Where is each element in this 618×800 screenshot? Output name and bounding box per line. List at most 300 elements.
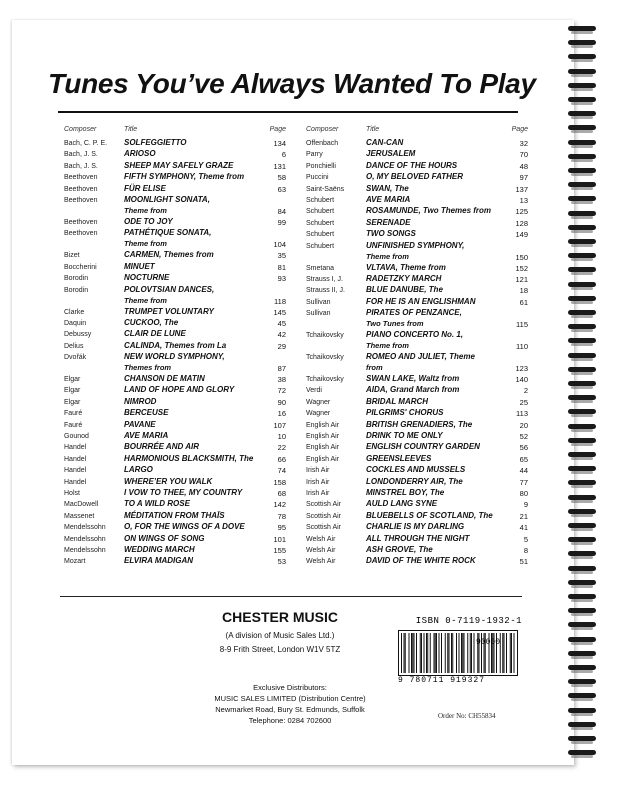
contents-entry xyxy=(306,385,528,396)
spiral-coil xyxy=(568,196,596,201)
spiral-coil xyxy=(568,551,596,556)
entry-subtitle: Theme from xyxy=(124,295,167,305)
entry-composer: English Air xyxy=(306,455,340,463)
entry-page: 72 xyxy=(277,386,286,396)
entry-subtitle: Theme from xyxy=(366,341,409,351)
entry-title: FÜR ELISE xyxy=(124,183,166,193)
entry-composer: Fauré xyxy=(64,421,83,429)
contents-entry xyxy=(306,488,528,499)
entry-title: CAN-CAN xyxy=(366,138,404,147)
entry-composer: Parry xyxy=(306,151,323,159)
spiral-coil xyxy=(568,566,596,571)
entry-title: AIDA, Grand March from xyxy=(366,385,460,395)
entry-composer: Tchaikovsky xyxy=(306,354,344,362)
entry-title: TO A WILD ROSE xyxy=(124,499,190,509)
entry-title: MINSTREL BOY, The xyxy=(366,487,445,497)
contents-entry xyxy=(64,488,286,499)
entry-page: 110 xyxy=(516,342,528,352)
spiral-coil xyxy=(568,367,596,372)
entry-page: 84 xyxy=(277,206,286,216)
bottom-divider xyxy=(60,596,522,597)
contents-entry xyxy=(306,556,528,567)
entry-subtitle: Theme from xyxy=(124,239,167,249)
entry-title: BOURRÉE AND AIR xyxy=(124,442,199,452)
spiral-coil xyxy=(568,424,596,429)
entries-left xyxy=(64,138,286,568)
entry-composer: Strauss I, J. xyxy=(306,275,343,283)
entry-composer: Borodin xyxy=(64,286,89,294)
contents-entry xyxy=(306,161,528,172)
entry-page: 99 xyxy=(277,217,286,227)
entry-title: BRITISH GRENADIERS, The xyxy=(366,419,473,429)
entry-composer: Schubert xyxy=(306,196,335,204)
spiral-coil xyxy=(568,480,596,485)
contents-entry xyxy=(64,385,286,396)
spiral-coil xyxy=(568,509,596,514)
entry-title: NIMROD xyxy=(124,396,157,406)
entries-right xyxy=(306,138,528,568)
entry-composer: MacDowell xyxy=(64,501,99,509)
spiral-coil xyxy=(568,594,596,599)
spiral-coil xyxy=(568,267,596,272)
entry-composer: Saint-Saëns xyxy=(306,185,345,193)
entry-page: 140 xyxy=(515,375,528,385)
contents-entry xyxy=(64,454,286,465)
entry-title: AULD LANG SYNE xyxy=(366,499,438,509)
entry-composer: Scottish Air xyxy=(306,512,342,520)
contents-entry xyxy=(306,138,528,149)
contents-entry xyxy=(306,229,528,240)
entry-page: 152 xyxy=(515,263,528,273)
entry-page: 61 xyxy=(519,297,528,307)
title-header: Title xyxy=(124,126,138,133)
entry-title: ON WINGS OF SONG xyxy=(124,533,205,543)
entry-composer: Sullivan xyxy=(306,298,331,306)
entry-title: WEDDING MARCH xyxy=(124,544,195,554)
contents-entry xyxy=(306,374,528,385)
entry-composer: Holst xyxy=(64,489,80,497)
entry-page: 81 xyxy=(277,262,286,272)
page-header: Page xyxy=(511,126,528,133)
entry-composer: Dvořák xyxy=(64,354,87,362)
contents-entry xyxy=(64,161,286,172)
entry-title: ASH GROVE, The xyxy=(366,544,433,554)
spiral-coil xyxy=(568,708,596,713)
entry-page: 113 xyxy=(516,409,528,419)
entry-page: 158 xyxy=(273,477,286,487)
contents-entry xyxy=(64,374,286,385)
spiral-coil xyxy=(568,26,596,31)
contents-entry xyxy=(64,522,286,533)
spiral-coil xyxy=(568,225,596,230)
entry-composer: Scottish Air xyxy=(306,524,342,532)
contents-entry xyxy=(64,545,286,556)
contents-entry xyxy=(64,465,286,476)
entry-title: HARMONIOUS BLACKSMITH, The xyxy=(124,453,254,463)
entry-page: 104 xyxy=(273,240,286,250)
entry-page: 48 xyxy=(519,161,528,171)
entry-title: COCKLES AND MUSSELS xyxy=(366,465,466,475)
contents-entry xyxy=(64,262,286,273)
spiral-coil xyxy=(568,722,596,727)
contents-entry xyxy=(306,431,528,442)
spiral-coil xyxy=(568,452,596,457)
entry-composer: Irish Air xyxy=(306,467,330,475)
entry-composer: Mendelssohn xyxy=(64,546,106,554)
spiral-coil xyxy=(568,154,596,159)
spiral-coil xyxy=(568,69,596,74)
contents-entry xyxy=(64,329,286,340)
barcode-digits: 9 780711 919327 xyxy=(398,676,486,685)
entry-composer: Boccherini xyxy=(64,263,97,271)
spiral-coil xyxy=(568,296,596,301)
entry-title: MOONLIGHT SONATA, xyxy=(124,194,210,204)
entry-subtitle: Two Tunes from xyxy=(366,319,424,329)
spiral-binding xyxy=(568,26,598,766)
contents-entry xyxy=(64,138,286,149)
spiral-coil xyxy=(568,310,596,315)
contents-entry xyxy=(306,454,528,465)
composer-header: Composer xyxy=(306,126,339,133)
barcode-bars-icon xyxy=(398,630,518,676)
entry-composer: Schubert xyxy=(306,219,335,227)
entry-page: 8 xyxy=(523,545,528,555)
page-header: Page xyxy=(269,126,286,133)
entry-title: ROSAMUNDE, Two Themes from xyxy=(366,206,492,216)
entry-page: 137 xyxy=(515,184,528,194)
entry-page: 56 xyxy=(519,443,528,453)
entry-title: CHARLIE IS MY DARLING xyxy=(366,522,465,532)
entry-page: 142 xyxy=(273,500,286,510)
contents-entry xyxy=(64,477,286,488)
entry-title: NEW WORLD SYMPHONY, xyxy=(124,352,225,362)
entry-composer: English Air xyxy=(306,433,340,441)
entry-composer: Bach, J. S. xyxy=(64,162,98,170)
entry-title: DAVID OF THE WHITE ROCK xyxy=(366,556,476,566)
entry-composer: Massenet xyxy=(64,512,95,520)
entry-title: UNFINISHED SYMPHONY, xyxy=(366,240,465,250)
entry-subtitle: Theme from xyxy=(124,205,167,215)
contents-entry xyxy=(306,195,528,206)
entry-title: CLAIR DE LUNE xyxy=(124,329,186,339)
spiral-coil xyxy=(568,438,596,443)
barcode-addon: 90000 xyxy=(476,638,501,647)
spiral-coil xyxy=(568,637,596,642)
entry-title: PAVANE xyxy=(124,419,156,429)
contents-entry xyxy=(64,397,286,408)
spiral-coil xyxy=(568,324,596,329)
entry-composer: Handel xyxy=(64,444,87,452)
entry-page: 90 xyxy=(277,397,286,407)
entry-composer: Tchaikovsky xyxy=(306,376,344,384)
entry-title: DRINK TO ME ONLY xyxy=(366,431,443,441)
entry-title: MINUET xyxy=(124,261,155,271)
entry-page: 80 xyxy=(519,488,528,498)
publisher-name: CHESTER MUSIC xyxy=(222,609,338,625)
spiral-coil xyxy=(568,580,596,585)
contents-entry xyxy=(306,352,528,374)
spiral-coil xyxy=(568,665,596,670)
entry-title: CARMEN, Themes from xyxy=(124,250,214,260)
contents-entry xyxy=(64,195,286,217)
entry-page: 22 xyxy=(277,443,286,453)
entry-page: 121 xyxy=(515,274,528,284)
entry-page: 5 xyxy=(523,534,528,544)
entry-title: POLOVTSIAN DANCES, xyxy=(124,284,215,294)
spiral-coil xyxy=(568,83,596,88)
entry-title: AVE MARIA xyxy=(366,194,411,204)
contents-entry xyxy=(64,556,286,567)
contents-entry xyxy=(64,184,286,195)
contents-entry xyxy=(64,499,286,510)
entry-title: CUCKOO, The xyxy=(124,317,179,327)
entry-composer: Beethoven xyxy=(64,196,98,204)
contents-entry xyxy=(64,534,286,545)
entry-page: 21 xyxy=(519,511,528,521)
publisher-division: (A division of Music Sales Ltd.) xyxy=(225,631,335,640)
contents-entry xyxy=(306,149,528,160)
entry-page: 155 xyxy=(273,545,286,555)
entry-title: FOR HE IS AN ENGLISHMAN xyxy=(366,296,476,306)
contents-entry xyxy=(306,408,528,419)
entry-composer: Offenbach xyxy=(306,140,339,147)
entry-composer: Smetana xyxy=(306,264,335,272)
entry-title: SWAN LAKE, Waltz from xyxy=(366,374,460,384)
contents-entry xyxy=(64,442,286,453)
entry-composer: Beethoven xyxy=(64,174,98,182)
entry-composer: Wagner xyxy=(306,398,331,406)
title-header: Title xyxy=(366,126,380,133)
entry-composer: Borodin xyxy=(64,275,89,283)
entry-page: 42 xyxy=(277,330,286,340)
entry-title: JERUSALEM xyxy=(366,149,416,159)
spiral-coil xyxy=(568,54,596,59)
spiral-coil xyxy=(568,182,596,187)
spiral-coil xyxy=(568,97,596,102)
contents-entry xyxy=(64,228,286,250)
spiral-coil xyxy=(568,282,596,287)
spiral-coil xyxy=(568,693,596,698)
entry-composer: Beethoven xyxy=(64,230,98,238)
entry-title: PATHÉTIQUE SONATA, xyxy=(124,228,212,238)
contents-entry xyxy=(64,511,286,522)
distributor-phone: Telephone: 0284 702600 xyxy=(248,716,332,725)
contents-entry xyxy=(64,352,286,374)
spiral-coil xyxy=(568,409,596,414)
entry-page: 32 xyxy=(519,139,528,148)
contents-entry xyxy=(64,408,286,419)
spiral-coil xyxy=(568,111,596,116)
entry-composer: Welsh Air xyxy=(306,535,336,543)
spiral-coil xyxy=(568,608,596,613)
contents-entry xyxy=(64,431,286,442)
entry-page: 45 xyxy=(277,318,286,328)
entry-title: VLTAVA, Theme from xyxy=(366,262,446,272)
spiral-coil xyxy=(568,495,596,500)
entry-title: WHERE’ER YOU WALK xyxy=(124,476,213,486)
entry-composer: English Air xyxy=(306,444,340,452)
entry-page: 65 xyxy=(519,454,528,464)
entry-page: 97 xyxy=(519,173,528,183)
spiral-coil xyxy=(568,679,596,684)
entry-title: PIANO CONCERTO No. 1, xyxy=(366,330,464,340)
entry-page: 101 xyxy=(273,534,286,544)
entry-title: SWAN, The xyxy=(366,183,409,193)
entry-composer: Delius xyxy=(64,342,84,350)
distributor-address: Newmarket Road, Bury St. Edmunds, Suffolk xyxy=(215,705,365,714)
entry-page: 93 xyxy=(277,274,286,284)
entry-page: 18 xyxy=(519,286,528,296)
entry-title: PILGRIMS' CHORUS xyxy=(366,408,444,418)
entry-title: BLUE DANUBE, The xyxy=(366,285,443,295)
spiral-coil xyxy=(568,622,596,627)
distributor-heading: Exclusive Distributors: xyxy=(253,683,327,692)
spiral-coil xyxy=(568,523,596,528)
entry-title: CALINDA, Themes from La xyxy=(124,340,227,350)
entry-page: 20 xyxy=(519,420,528,430)
contents-entry xyxy=(306,534,528,545)
entry-title: TWO SONGS xyxy=(366,229,416,239)
spiral-coil xyxy=(568,125,596,130)
entry-composer: Strauss II, J. xyxy=(306,287,345,295)
entry-composer: Fauré xyxy=(64,410,83,418)
contents-entry xyxy=(306,263,528,274)
spiral-coil xyxy=(568,40,596,45)
entry-subtitle: from xyxy=(366,363,383,373)
entry-composer: Scottish Air xyxy=(306,501,342,509)
contents-entry xyxy=(306,285,528,296)
entry-composer: Mendelssohn xyxy=(64,535,106,543)
spiral-coil xyxy=(568,750,596,755)
entry-composer: Elgar xyxy=(64,398,81,406)
entry-title: BLUEBELLS OF SCOTLAND, The xyxy=(366,510,493,520)
composer-header: Composer xyxy=(64,126,97,133)
entry-title: O, FOR THE WINGS OF A DOVE xyxy=(124,522,245,532)
entry-page: 29 xyxy=(277,341,286,351)
entry-page: 58 xyxy=(277,173,286,183)
contents-entry xyxy=(64,149,286,160)
contents-entry xyxy=(64,285,286,307)
entry-composer: Debussy xyxy=(64,331,92,339)
isbn-number: ISBN 0-7119-1932-1 xyxy=(415,616,522,626)
entry-page: 149 xyxy=(515,230,528,240)
order-number: Order No: CH55834 xyxy=(438,712,496,720)
entry-page: 78 xyxy=(277,511,286,521)
spiral-coil xyxy=(568,466,596,471)
entry-page: 145 xyxy=(273,307,286,317)
entry-title: NOCTURNE xyxy=(124,273,170,283)
entry-composer: Wagner xyxy=(306,410,331,418)
entry-page: 107 xyxy=(273,420,286,430)
spiral-coil xyxy=(568,168,596,173)
entry-title: CHANSON DE MATIN xyxy=(124,374,205,384)
entry-composer: Verdi xyxy=(306,387,322,395)
entry-page: 134 xyxy=(273,139,286,148)
entry-page: 131 xyxy=(273,161,286,171)
contents-entry xyxy=(306,477,528,488)
entry-composer: Ponchielli xyxy=(306,162,336,170)
entry-composer: Welsh Air xyxy=(306,546,336,554)
entry-composer: Schubert xyxy=(306,208,335,216)
spiral-coil xyxy=(568,353,596,358)
entry-title: ALL THROUGH THE NIGHT xyxy=(366,533,470,543)
distributor-name: MUSIC SALES LIMITED (Distribution Centre) xyxy=(214,694,366,703)
entry-page: 123 xyxy=(515,364,528,374)
entry-page: 118 xyxy=(274,296,286,306)
contents-entry xyxy=(306,397,528,408)
entry-title: BRIDAL MARCH xyxy=(366,396,429,406)
contents-entry xyxy=(64,172,286,183)
entry-composer: Irish Air xyxy=(306,478,330,486)
publisher-address: 8-9 Frith Street, London W1V 5TZ xyxy=(219,645,341,654)
entry-page: 53 xyxy=(277,557,286,567)
entry-page: 41 xyxy=(519,523,528,533)
entry-page: 74 xyxy=(277,466,286,476)
entry-title: MÉDITATION FROM THAÏS xyxy=(124,510,225,520)
entry-composer: Tchaikovsky xyxy=(306,332,344,340)
entry-title: ARIOSO xyxy=(124,149,156,159)
entry-composer: Sullivan xyxy=(306,310,331,318)
entry-page: 51 xyxy=(519,557,528,567)
entry-composer: Welsh Air xyxy=(306,558,336,566)
entry-title: ROMEO AND JULIET, Theme xyxy=(366,352,475,362)
entry-title: SHEEP MAY SAFELY GRAZE xyxy=(124,160,234,170)
contents-entry xyxy=(64,273,286,284)
entry-page: 2 xyxy=(523,386,528,396)
entry-page: 70 xyxy=(519,150,528,160)
contents-entry xyxy=(306,465,528,476)
contents-entry xyxy=(306,330,528,352)
spiral-coil xyxy=(568,239,596,244)
entry-page: 150 xyxy=(515,252,528,262)
entry-composer: Handel xyxy=(64,478,87,486)
entry-page: 95 xyxy=(277,523,286,533)
contents-entry xyxy=(64,341,286,352)
spiral-coil xyxy=(568,736,596,741)
contents-entry xyxy=(64,307,286,318)
entry-title: AVE MARIA xyxy=(124,431,169,441)
book-title: Tunes You’ve Always Wanted To Play xyxy=(48,68,536,99)
title-divider xyxy=(58,111,518,113)
contents-column-left xyxy=(64,122,286,568)
contents-entry xyxy=(306,184,528,195)
entry-composer: Bach, C. P. E. xyxy=(64,140,108,147)
spiral-coil xyxy=(568,140,596,145)
spiral-coil xyxy=(568,651,596,656)
entry-composer: Mendelssohn xyxy=(64,524,106,532)
spiral-coil xyxy=(568,381,596,386)
entry-title: SERENADE xyxy=(366,217,411,227)
entry-title: RADETZKY MARCH xyxy=(366,273,442,283)
spiral-coil xyxy=(568,537,596,542)
column-header xyxy=(306,122,528,138)
contents-entry xyxy=(306,420,528,431)
column-header xyxy=(64,122,286,138)
entry-page: 16 xyxy=(277,409,286,419)
contents-entry xyxy=(64,250,286,261)
entry-page: 128 xyxy=(515,218,528,228)
entry-title: PIRATES OF PENZANCE, xyxy=(366,308,462,318)
entry-composer: Beethoven xyxy=(64,185,98,193)
contents-entry xyxy=(306,297,528,308)
entry-title: LAND OF HOPE AND GLORY xyxy=(124,385,235,395)
entry-composer: Handel xyxy=(64,467,87,475)
contents-entry xyxy=(306,522,528,533)
contents-entry xyxy=(306,218,528,229)
entry-page: 44 xyxy=(519,466,528,476)
entry-composer: Puccini xyxy=(306,174,329,182)
entry-title: DANCE OF THE HOURS xyxy=(366,160,458,170)
